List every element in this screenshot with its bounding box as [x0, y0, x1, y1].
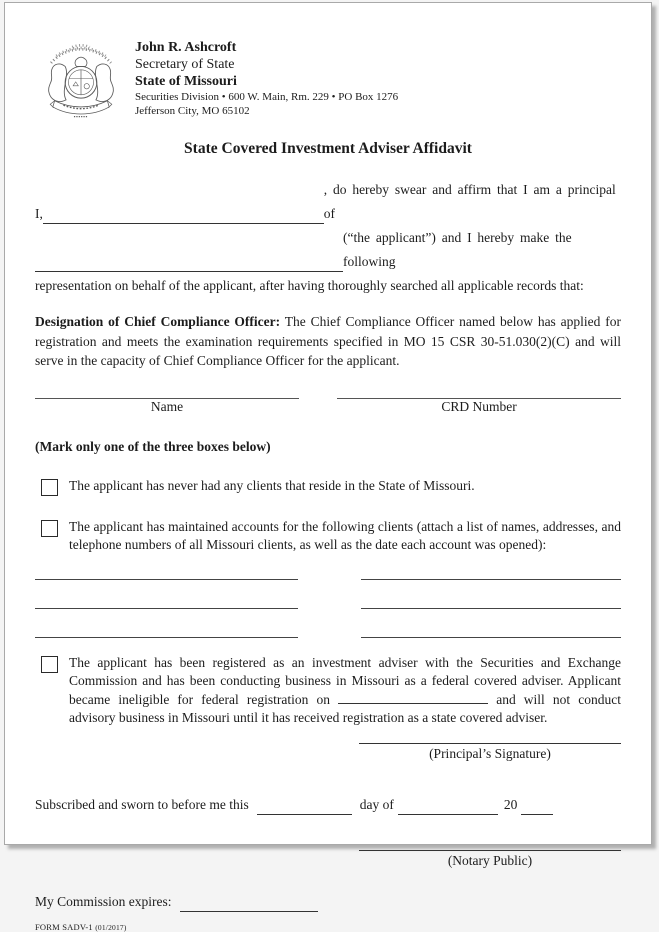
- option-2-text: The applicant has maintained accounts for the following clients (attach a list of names, addresses, and telephone numbers of all Missouri clients, as well as the date each account was opened):: [69, 518, 621, 552]
- form-footer: [35, 922, 621, 932]
- client-detail-lines: [35, 579, 621, 638]
- sworn-year-blank[interactable]: [521, 803, 553, 815]
- city-address: Jefferson City, MO 65102: [135, 105, 250, 117]
- notary-signature-label: (Notary Public): [447, 852, 533, 868]
- intro-line1-text: , do hereby swear and affirm that I am a principal of: [323, 182, 616, 221]
- form-title: State Covered Investment Adviser Affidavit: [184, 140, 472, 157]
- commission-expiry: [35, 890, 621, 914]
- option-no-missouri-clients: [41, 477, 621, 496]
- designation-paragraph: [35, 312, 621, 371]
- cco-name-line[interactable]: [35, 387, 299, 399]
- checkbox-no-missouri-clients[interactable]: [41, 479, 58, 496]
- principal-signature-label: (Principal’s Signature): [429, 745, 551, 761]
- intro-paragraph: [35, 178, 621, 298]
- client-detail-line[interactable]: [361, 579, 621, 580]
- designation-heading: Designation of Chief Compliance Officer:: [35, 314, 281, 329]
- cco-crd-line[interactable]: [337, 387, 621, 399]
- client-detail-line[interactable]: [35, 579, 298, 580]
- sworn-day-blank[interactable]: [257, 803, 352, 815]
- principal-signature-block: [359, 742, 621, 763]
- intro-line3-text: representation on behalf of the applicant, after having thoroughly searched all applicable records that:: [35, 278, 584, 293]
- notary-signature-block: [359, 849, 621, 870]
- form-revision: (01/2017): [95, 922, 127, 932]
- official-name: John R. Ashcroft: [135, 40, 237, 55]
- client-detail-line[interactable]: [35, 608, 298, 609]
- applicant-name-blank[interactable]: [35, 260, 343, 272]
- option-sec-registered: [41, 654, 621, 728]
- client-detail-line[interactable]: [35, 637, 298, 638]
- intro-lead: I,: [35, 206, 43, 221]
- commission-expiry-blank[interactable]: [180, 900, 318, 912]
- option-1-text: The applicant has never had any clients that reside in the State of Missouri.: [69, 477, 475, 493]
- designation-body: The Chief Compliance Officer named below has applied for registration and meets the examination requirements specified in MO 15 CSR 30-51.030(2)(C) and will serve in the capacity of Chief Compliance Officer for the applicant.: [35, 314, 622, 368]
- sworn-month-blank[interactable]: [398, 803, 498, 815]
- official-title: Secretary of State: [135, 57, 235, 72]
- client-detail-line[interactable]: [361, 608, 621, 609]
- commission-label: My Commission expires:: [35, 893, 172, 909]
- option-3-text-after: and will not conduct advisory business in Missouri until it has received registration as a state covered adviser.: [69, 691, 622, 725]
- principal-name-blank[interactable]: [43, 212, 324, 224]
- checkbox-sec-registered[interactable]: [41, 656, 58, 673]
- checkbox-maintained-accounts[interactable]: [41, 520, 58, 537]
- sworn-prefix: Subscribed and sworn to before me this: [35, 796, 249, 812]
- cco-crd-label: CRD Number: [441, 398, 517, 414]
- federal-registration-date-blank[interactable]: [338, 702, 488, 704]
- letterhead: [35, 33, 621, 126]
- affidavit-page: [4, 2, 652, 932]
- mark-instruction: (Mark only one of the three boxes below): [35, 438, 271, 454]
- state-name: State of Missouri: [135, 74, 237, 89]
- sworn-year-prefix: 20: [503, 796, 518, 812]
- client-detail-line[interactable]: [361, 637, 621, 638]
- option-3-text-before: The applicant has been registered as an investment adviser with the Securities and Exchange Commission and has been conducting business in Missouri as a federal covered adviser. Applicant became ineligible for federal registration on: [69, 654, 621, 707]
- division-address: Securities Division • 600 W. Main, Rm. 229 • PO Box 1276: [135, 91, 399, 103]
- missouri-state-seal-icon: [35, 33, 125, 126]
- cco-name-label: Name: [150, 398, 184, 414]
- option-maintained-accounts: [41, 518, 621, 555]
- sworn-middle: day of: [359, 796, 394, 812]
- letterhead-text: [135, 33, 398, 126]
- form-number: FORM SADV-1: [35, 921, 93, 932]
- intro-line2-text: (“the applicant”) and I hereby make the following: [343, 230, 572, 269]
- sworn-statement: [35, 793, 621, 817]
- cco-fields: [35, 387, 621, 415]
